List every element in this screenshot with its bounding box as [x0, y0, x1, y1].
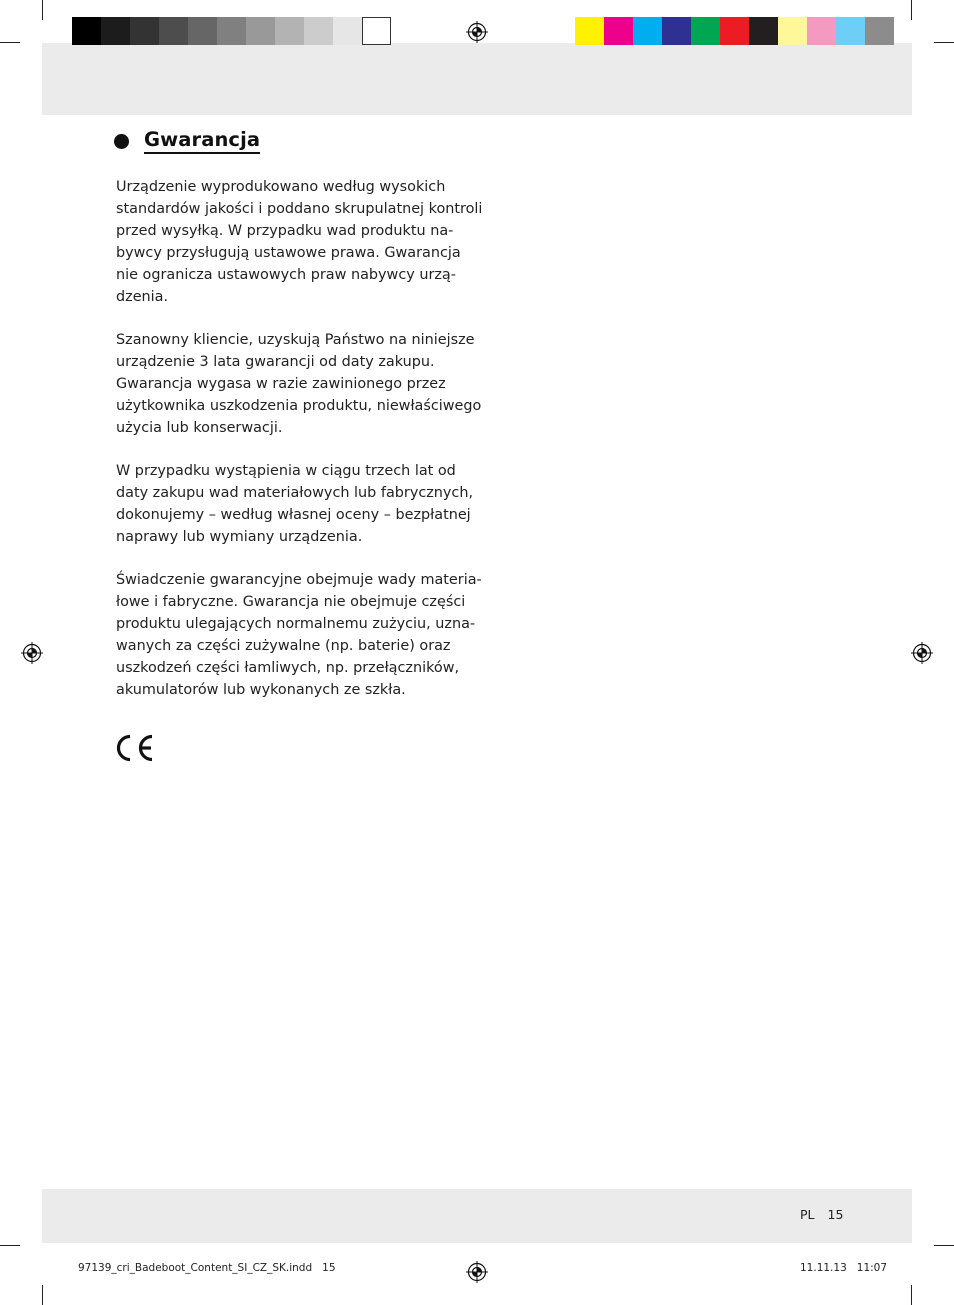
text-line: W przypadku wystąpienia w ciągu trzech lat od — [116, 463, 456, 479]
color-swatch — [130, 17, 159, 45]
paragraph — [116, 569, 482, 701]
text-line: użytkownika uszkodzenia produktu, niewłaściwego — [116, 398, 482, 414]
print-date: 11.11.13 11:07 — [800, 1262, 888, 1274]
text-line: produktu ulegających normalnemu zużyciu, uzna- — [116, 616, 476, 632]
footer-band — [42, 1189, 912, 1243]
section-title: Gwarancja — [144, 128, 260, 154]
color-swatch — [362, 17, 391, 45]
color-swatch — [691, 17, 720, 45]
process-color-bar — [575, 17, 894, 45]
text-line: wanych za części zużywalne (np. baterie) oraz — [116, 638, 451, 654]
crop-mark — [0, 1245, 20, 1246]
color-swatch — [246, 17, 275, 45]
file-name: 97139_cri_Badeboot_Content_SI_CZ_SK.indd 15 — [78, 1262, 336, 1274]
color-swatch — [633, 17, 662, 45]
crop-mark — [911, 1285, 912, 1305]
color-swatch — [304, 17, 333, 45]
text-line: akumulatorów lub wykonanych ze szkła. — [116, 682, 406, 698]
crop-mark — [42, 1285, 43, 1305]
color-swatch — [604, 17, 633, 45]
text-line: użycia lub konserwacji. — [116, 420, 283, 436]
text-line: bywcy przysługują ustawowe prawa. Gwarancja — [116, 245, 461, 261]
crop-mark — [934, 1245, 954, 1246]
text-line: Urządzenie wyprodukowano według wysokich — [116, 179, 446, 195]
crop-mark — [0, 42, 20, 43]
text-line: dokonujemy – według własnej oceny – bezpłatnej — [116, 507, 471, 523]
registration-mark-icon — [911, 642, 933, 664]
color-swatch — [720, 17, 749, 45]
crop-mark — [911, 0, 912, 20]
page-number-value: 15 — [827, 1207, 844, 1222]
text-line: łowe i fabryczne. Gwarancja nie obejmuje części — [116, 594, 466, 610]
paragraph — [116, 460, 472, 548]
text-line: nie ogranicza ustawowych praw nabywcy urzą- — [116, 267, 456, 283]
text-line: dzenia. — [116, 289, 169, 305]
color-swatch — [188, 17, 217, 45]
header-band — [42, 43, 912, 115]
paragraph — [116, 176, 483, 308]
registration-mark-icon — [466, 21, 488, 43]
color-swatch — [865, 17, 894, 45]
page-number — [800, 1207, 843, 1222]
color-swatch — [749, 17, 778, 45]
warranty-text — [116, 176, 483, 722]
section-heading — [114, 128, 260, 154]
text-line: standardów jakości i poddano skrupulatnej kontroli — [116, 201, 483, 217]
text-line: uszkodzeń części łamliwych, np. przełączników, — [116, 660, 460, 676]
paragraph — [116, 329, 482, 439]
color-swatch — [807, 17, 836, 45]
color-swatch — [575, 17, 604, 45]
color-swatch — [72, 17, 101, 45]
ce-mark-icon — [114, 732, 156, 764]
color-swatch — [275, 17, 304, 45]
color-swatch — [662, 17, 691, 45]
color-swatch — [217, 17, 246, 45]
crop-mark — [934, 42, 954, 43]
color-swatch — [836, 17, 865, 45]
bullet-dot-icon — [114, 134, 129, 149]
crop-mark — [42, 0, 43, 20]
registration-mark-icon — [466, 1261, 488, 1283]
text-line: daty zakupu wad materiałowych lub fabrycznych, — [116, 485, 474, 501]
text-line: naprawy lub wymiany urządzenia. — [116, 529, 363, 545]
language-code: PL — [800, 1207, 815, 1222]
text-line: Szanowny kliencie, uzyskują Państwo na niniejsze — [116, 332, 475, 348]
color-swatch — [333, 17, 362, 45]
color-swatch — [159, 17, 188, 45]
grayscale-color-bar — [72, 17, 391, 45]
color-swatch — [101, 17, 130, 45]
text-line: Gwarancja wygasa w razie zawinionego przez — [116, 376, 446, 392]
color-swatch — [778, 17, 807, 45]
text-line: urządzenie 3 lata gwarancji od daty zakupu. — [116, 354, 435, 370]
text-line: przed wysyłką. W przypadku wad produktu na- — [116, 223, 454, 239]
registration-mark-icon — [21, 642, 43, 664]
text-line: Świadczenie gwarancyjne obejmuje wady materia- — [116, 572, 482, 588]
